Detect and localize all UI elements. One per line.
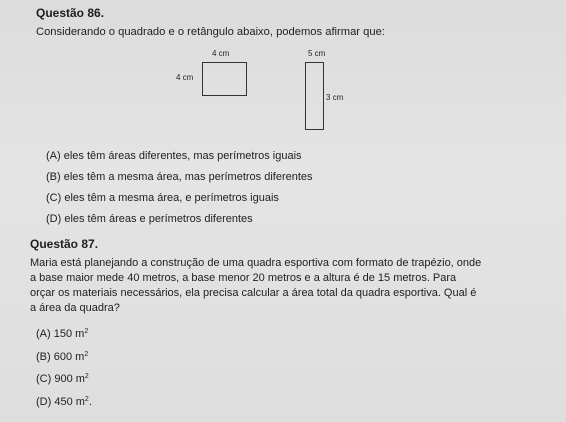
square-shape xyxy=(202,62,247,96)
q86-option-d[interactable]: (D) eles têm áreas e perímetros diferentes xyxy=(46,213,253,225)
q87-option-a-exp: 2 xyxy=(84,328,89,335)
q87-line-3: orçar os materiais necessários, ela precisa calcular a área total da quadra esportiva. Qual é xyxy=(30,287,477,299)
q87-option-d-exp: 2 xyxy=(84,396,89,403)
q87-option-d-value: 450 m xyxy=(54,396,85,408)
q87-option-c[interactable] xyxy=(36,373,89,385)
question-87-title: Questão 87. xyxy=(30,237,99,251)
question-86-statement: Considerando o quadrado e o retângulo abaixo, podemos afirmar que: xyxy=(36,26,385,38)
q87-option-c-value: 900 m xyxy=(54,373,85,385)
q87-option-b-exp: 2 xyxy=(84,351,89,358)
q87-option-d[interactable] xyxy=(36,396,92,408)
rectangle-shape xyxy=(305,62,324,130)
q87-option-b-letter: (B) xyxy=(36,351,51,363)
q87-option-d-letter: (D) xyxy=(36,396,52,408)
question-86-title: Questão 86. xyxy=(36,6,105,20)
q87-line-2: a base maior mede 40 metros, a base menor 20 metros e a altura é de 15 metros. Para xyxy=(30,272,457,284)
q87-option-a[interactable] xyxy=(36,328,88,340)
q87-option-b-value: 600 m xyxy=(53,351,85,363)
q87-option-b[interactable] xyxy=(36,351,88,363)
rectangle-top-label: 5 cm xyxy=(308,49,326,58)
q86-option-c[interactable]: (C) eles têm a mesma área, e perímetros iguais xyxy=(46,192,279,204)
q87-line-4: a área da quadra? xyxy=(30,302,120,314)
q86-option-b[interactable]: (B) eles têm a mesma área, mas perímetros diferentes xyxy=(46,171,313,183)
q87-option-c-exp: 2 xyxy=(84,373,89,380)
q87-option-d-suffix: . xyxy=(88,396,92,408)
square-left-label: 4 cm xyxy=(176,73,194,82)
square-top-label: 4 cm xyxy=(212,49,230,58)
q86-option-a[interactable]: (A) eles têm áreas diferentes, mas perímetros iguais xyxy=(46,150,302,162)
q87-option-a-letter: (A) xyxy=(36,328,51,340)
q87-option-a-value: 150 m xyxy=(53,328,85,340)
rectangle-side-label: 3 cm xyxy=(326,93,344,102)
q87-option-c-letter: (C) xyxy=(36,373,52,385)
q87-line-1: Maria está planejando a construção de uma quadra esportiva com formato de trapézio, onde xyxy=(30,257,482,269)
